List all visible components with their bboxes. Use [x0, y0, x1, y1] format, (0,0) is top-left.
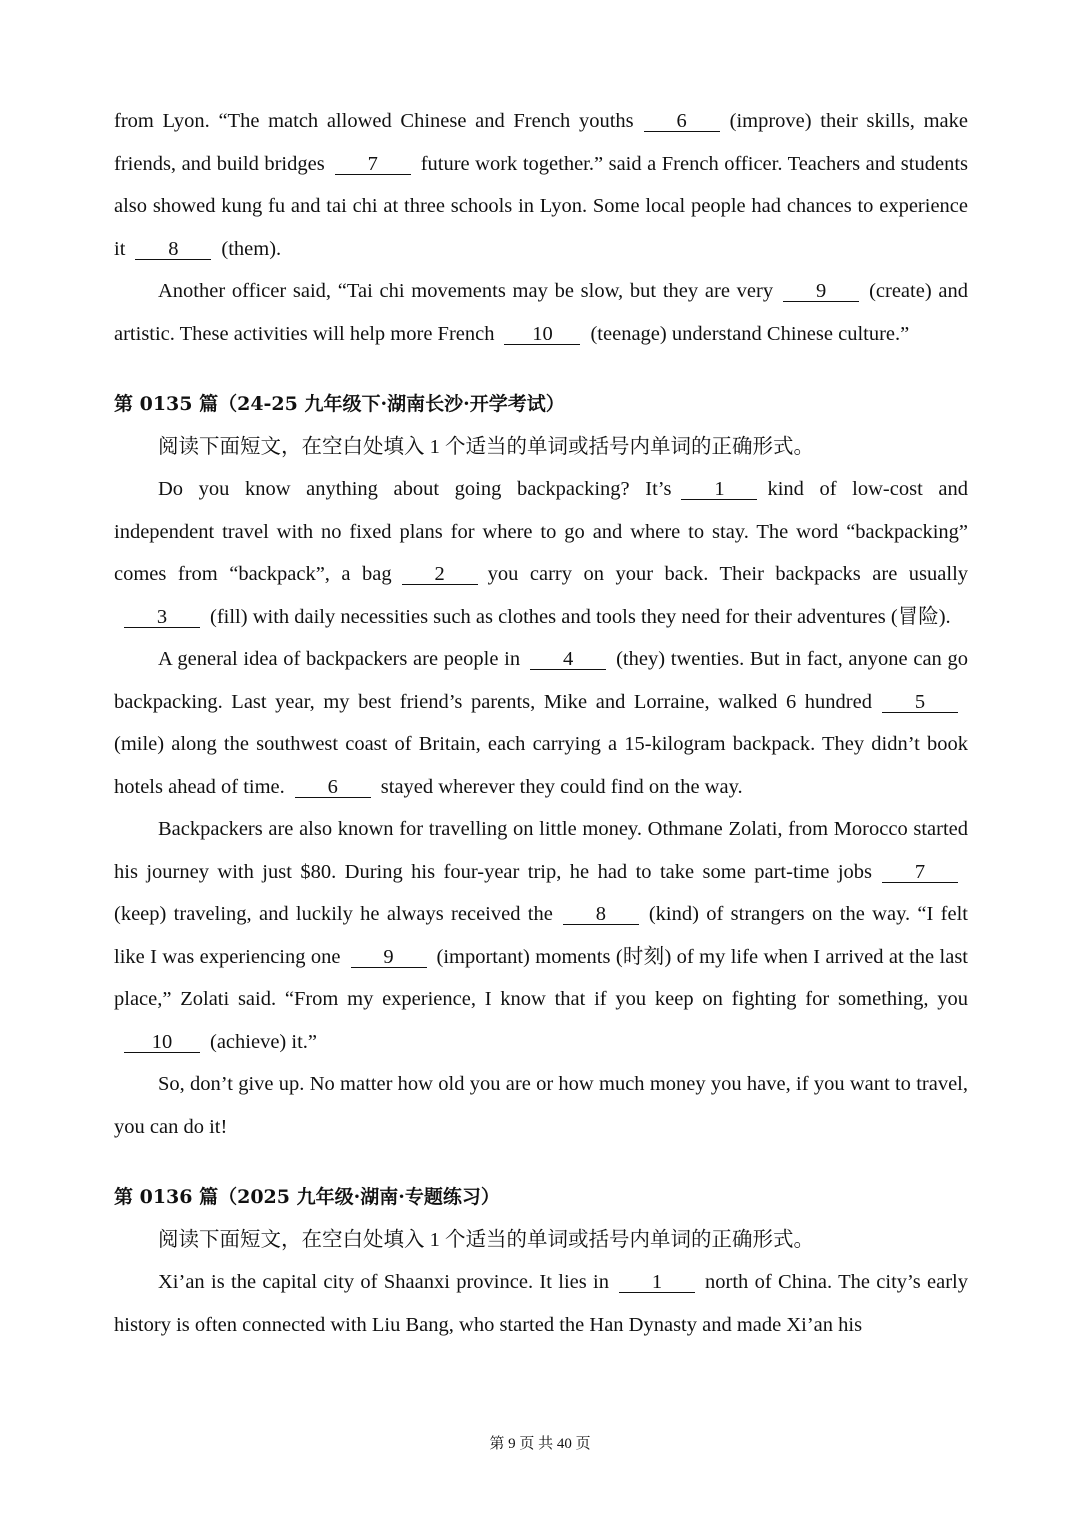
- blank-1[interactable]: 1: [681, 479, 757, 500]
- blank-7[interactable]: 7: [335, 154, 411, 175]
- blank-5[interactable]: 5: [882, 692, 958, 713]
- text: Xi’an is the capital city of Shaanxi province. It lies in: [158, 1271, 610, 1293]
- paragraph: So, don’t give up. No matter how old you are or how much money you have, if you want to travel, you can do it!: [114, 1073, 968, 1138]
- blank-6[interactable]: 6: [295, 777, 371, 798]
- section-heading-0135: 第 0135 篇（24-25 九年级下·湖南长沙·开学考试）: [114, 393, 565, 415]
- text: Backpackers are also known for travelling on little money. Othmane Zolati, from Morocco started his journey with just $80. During his four-year trip, he had to take some part-time jobs: [114, 818, 968, 883]
- paragraph: [114, 638, 968, 808]
- blank-10[interactable]: 10: [504, 324, 580, 345]
- blank-6[interactable]: 6: [644, 111, 720, 132]
- blank-8[interactable]: 8: [563, 904, 639, 925]
- text: (they) twenties. But in fact, anyone can go backpacking. Last year, my best friend’s parents, Mike and Lorraine, walked 6 hundred: [114, 648, 968, 713]
- text: (mile) along the southwest coast of Britain, each carrying a 15-kilogram backpack. They didn’t book hotels ahead of time.: [114, 733, 968, 798]
- text: (fill) with daily necessities such as clothes and tools they need for their adventures (冒险).: [210, 605, 951, 628]
- text: Another officer said, “Tai chi movements may be slow, but they are very: [158, 280, 774, 302]
- text: (achieve) it.”: [210, 1030, 317, 1053]
- text: (them).: [221, 237, 282, 260]
- blank-4[interactable]: 4: [530, 649, 606, 670]
- text: kind of low-cost and independent travel with no fixed plans for where to go and where to stay. The word “backpacking” comes from “backpack”, a bag: [114, 478, 968, 585]
- text: you carry on your back. Their backpacks are usually: [487, 563, 969, 585]
- blank-2[interactable]: 2: [402, 564, 478, 585]
- paragraph: [114, 1261, 968, 1346]
- paragraph: [114, 270, 968, 355]
- document-page: [114, 100, 968, 1346]
- blank-7[interactable]: 7: [882, 862, 958, 883]
- section-instruction: 阅读下面短文，在空白处填入 1 个适当的单词或括号内单词的正确形式。: [158, 1228, 814, 1251]
- text: from Lyon. “The match allowed Chinese and French youths: [114, 110, 634, 132]
- blank-9[interactable]: 9: [783, 281, 859, 302]
- text: (kind) of strangers on the way. “I felt like I was experiencing one: [114, 903, 968, 968]
- paragraph: [114, 100, 968, 270]
- text: (improve) their skills, make friends, and build bridges: [114, 110, 968, 175]
- text: A general idea of backpackers are people in: [158, 648, 521, 670]
- text: stayed wherever they could find on the way.: [380, 775, 743, 798]
- paragraph: [114, 468, 968, 638]
- blank-1[interactable]: 1: [619, 1272, 695, 1293]
- blank-9[interactable]: 9: [351, 947, 427, 968]
- paragraph: [114, 808, 968, 1063]
- text: (teenage) understand Chinese culture.”: [590, 322, 910, 345]
- page-footer: 第 9 页 共 40 页: [489, 1436, 591, 1452]
- blank-3[interactable]: 3: [124, 607, 200, 628]
- text: (create) and artistic. These activities will help more French: [114, 280, 968, 345]
- text: (important) moments (时刻) of my life when I arrived at the last place,” Zolati said. “From my experience, I know that if you keep on fighting for something, you: [114, 945, 968, 1010]
- text: Do you know anything about going backpacking? It’s: [158, 478, 672, 500]
- section-instruction: 阅读下面短文，在空白处填入 1 个适当的单词或括号内单词的正确形式。: [158, 435, 814, 458]
- text: future work together.” said a French officer. Teachers and students also showed kung fu and tai chi at three schools in Lyon. Some local people had chances to experience it: [114, 152, 968, 260]
- text: north of China. The city’s early history is often connected with Liu Bang, who started the Han Dynasty and made Xi’an his: [114, 1271, 969, 1336]
- text: (keep) traveling, and luckily he always received the: [114, 903, 553, 925]
- blank-10[interactable]: 10: [124, 1032, 200, 1053]
- section-heading-0136: 第 0136 篇（2025 九年级·湖南·专题练习）: [114, 1186, 500, 1208]
- blank-8[interactable]: 8: [135, 239, 211, 260]
